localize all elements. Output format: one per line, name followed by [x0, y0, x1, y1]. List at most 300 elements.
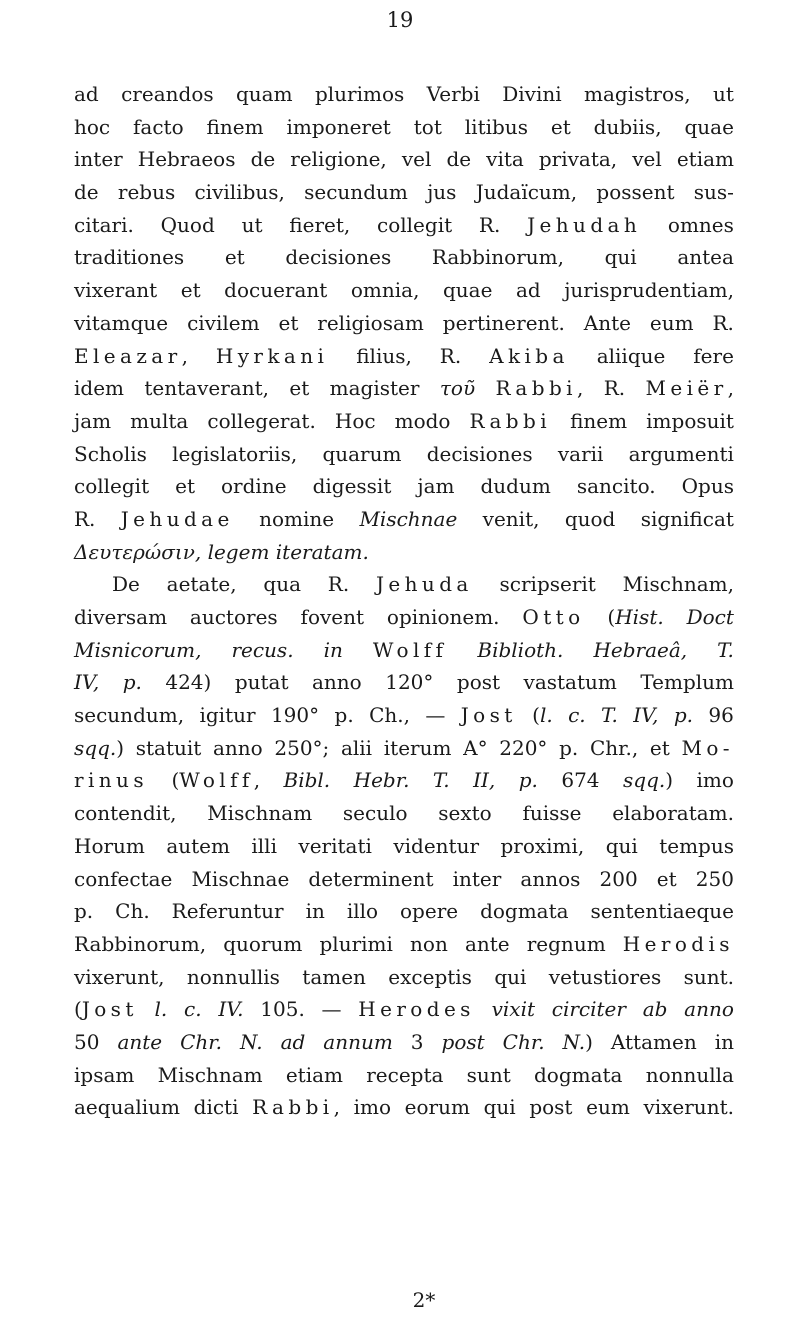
word	[354, 1091, 391, 1124]
text-run: Divini	[502, 82, 562, 106]
text-run: annum	[323, 1029, 393, 1054]
text-run: dubiis,	[593, 114, 662, 139]
text-line	[74, 274, 734, 307]
text-line	[74, 601, 734, 634]
word	[561, 764, 599, 797]
text-run: de	[446, 147, 472, 172]
word	[74, 307, 168, 340]
text-line	[74, 143, 734, 176]
word	[668, 209, 734, 242]
text-line	[74, 568, 734, 601]
text-run: c.	[568, 703, 586, 728]
word	[607, 601, 663, 634]
text-run: Herodis	[622, 931, 734, 956]
word	[74, 699, 184, 732]
text-run: 424)	[165, 670, 212, 695]
text-run: Jehudae	[120, 506, 234, 531]
text-run: elaboratam.	[612, 801, 734, 826]
word	[328, 568, 349, 601]
text-run: Jost	[460, 703, 517, 728]
word	[577, 470, 656, 503]
text-run: qua	[263, 572, 301, 597]
text-run: ante	[117, 1029, 163, 1054]
text-run: ad	[280, 1029, 306, 1054]
text-run: 105.	[260, 997, 305, 1022]
text-run: vita	[486, 147, 524, 172]
word	[180, 1026, 222, 1059]
text-run: sunt.	[683, 964, 734, 989]
text-run: Jehudah	[527, 212, 642, 237]
text-run: qui	[483, 1095, 516, 1120]
word	[335, 405, 376, 438]
text-run: religiosam	[317, 310, 424, 335]
text-run: Meiër	[645, 376, 728, 401]
word	[251, 830, 277, 863]
word	[684, 961, 734, 994]
text-line	[74, 372, 734, 405]
text-run: vel	[632, 147, 662, 172]
text-run: illo	[346, 899, 379, 924]
text-run: fieret,	[289, 212, 351, 237]
text-run: facto	[133, 114, 184, 139]
text-run: IV,	[633, 703, 659, 728]
text-run: quae	[684, 114, 734, 139]
text-run: ante	[464, 931, 510, 956]
text-run: T.	[432, 768, 450, 793]
word	[144, 372, 269, 405]
word	[133, 111, 184, 144]
text-run: R.	[439, 343, 462, 368]
word	[165, 666, 211, 699]
text-line	[74, 176, 734, 209]
text-run: fuisse	[522, 801, 582, 826]
word	[117, 1026, 162, 1059]
text-run: proximi,	[500, 833, 585, 858]
word	[225, 241, 245, 274]
word	[486, 143, 524, 176]
word	[175, 470, 195, 503]
text-run: anno	[212, 735, 263, 760]
text-run: quorum	[223, 931, 303, 956]
word	[433, 764, 450, 797]
text-run: p.	[673, 703, 693, 728]
word	[549, 961, 661, 994]
text-run: Rabbinorum,	[74, 931, 207, 956]
word	[74, 1091, 180, 1124]
word	[155, 993, 168, 1026]
text-run: —	[321, 997, 342, 1022]
word	[633, 699, 658, 732]
word	[358, 993, 475, 1026]
word	[286, 1059, 343, 1092]
word	[74, 470, 149, 503]
word	[480, 895, 569, 928]
text-run: nonnullis	[186, 964, 280, 989]
word	[74, 1026, 99, 1059]
text-run: digessit	[312, 474, 392, 499]
text-run: hoc	[74, 114, 111, 139]
text-run: —	[425, 703, 446, 728]
text-run: quod	[564, 506, 616, 531]
word	[74, 372, 124, 405]
word	[377, 209, 452, 242]
word	[427, 438, 533, 471]
signature-mark: 2*	[412, 1288, 436, 1312]
text-run: eum	[649, 310, 694, 335]
text-run: Hebr.	[353, 768, 410, 793]
word	[74, 961, 165, 994]
word	[74, 176, 99, 209]
word	[481, 470, 551, 503]
word	[484, 1091, 516, 1124]
word	[600, 863, 638, 896]
word	[351, 274, 420, 307]
text-run: idem	[74, 376, 124, 401]
word	[194, 1091, 239, 1124]
text-run: decisiones	[426, 441, 533, 466]
word	[224, 274, 327, 307]
text-run: scripserit	[499, 572, 596, 597]
text-run: vetustiores	[548, 964, 662, 989]
text-run: modo	[394, 408, 451, 433]
word	[611, 1026, 697, 1059]
text-run: IV.	[218, 997, 244, 1022]
text-run: (	[532, 703, 540, 728]
word	[527, 209, 641, 242]
text-run: Rabbi	[252, 1095, 334, 1120]
text-line	[74, 340, 734, 373]
text-run: N.	[240, 1029, 263, 1054]
word	[494, 961, 526, 994]
word	[646, 405, 734, 438]
text-run: inter	[452, 866, 502, 891]
text-run: )	[585, 1029, 593, 1054]
word	[263, 568, 301, 601]
text-run: possent	[596, 180, 675, 205]
word	[74, 895, 93, 928]
text-run: de	[250, 147, 276, 172]
word	[74, 405, 111, 438]
word	[570, 405, 627, 438]
word	[461, 699, 517, 732]
word	[694, 176, 734, 209]
word	[558, 438, 604, 471]
text-run: in	[323, 637, 343, 662]
text-run: Bibl.	[283, 768, 331, 793]
text-run: ut	[241, 212, 263, 237]
word	[290, 143, 387, 176]
word	[687, 601, 734, 634]
text-run: Δευτερώσιν,	[74, 539, 202, 564]
word	[138, 143, 236, 176]
word	[285, 241, 391, 274]
text-run: legislatoriis,	[172, 441, 298, 466]
text-run: N.	[562, 1029, 586, 1054]
text-run: collegit	[377, 212, 453, 237]
word	[684, 111, 733, 144]
text-line	[74, 470, 734, 503]
word	[568, 699, 586, 732]
word	[713, 78, 734, 111]
text-run: Referuntur	[171, 899, 284, 924]
word	[223, 928, 302, 961]
word	[596, 176, 674, 209]
text-line	[74, 666, 734, 699]
text-run: inter	[74, 147, 123, 172]
text-run: venit,	[482, 506, 540, 531]
word	[432, 241, 564, 274]
word	[306, 895, 325, 928]
text-run: veritati	[298, 833, 372, 858]
text-run: citari.	[74, 212, 134, 237]
text-run: vixerunt.	[643, 1095, 734, 1120]
word	[235, 666, 289, 699]
word	[187, 307, 260, 340]
text-run: sunt	[466, 1062, 511, 1087]
word	[604, 372, 625, 405]
text-run: aliique	[596, 343, 666, 368]
word	[682, 470, 734, 503]
text-run: finem	[570, 408, 628, 433]
text-run: putat	[234, 670, 289, 695]
text-run: et	[656, 866, 677, 891]
text-run: p.	[122, 670, 142, 695]
text-run: religione,	[290, 147, 387, 172]
text-run: et	[550, 114, 571, 139]
text-run: dogmata	[480, 899, 569, 924]
word	[74, 634, 201, 667]
text-run: p.	[559, 735, 579, 760]
text-run: (	[607, 605, 616, 629]
word	[414, 111, 442, 144]
text-run: exceptis	[388, 964, 472, 989]
text-run: Doct	[686, 605, 734, 629]
text-run: Chr.	[502, 1029, 545, 1054]
text-run: Verbi	[426, 82, 480, 106]
word	[623, 928, 734, 961]
text-run: ordine	[221, 474, 287, 499]
word	[405, 1091, 470, 1124]
text-run: omnia,	[350, 278, 420, 303]
word	[411, 1026, 424, 1059]
text-run: (	[74, 997, 82, 1022]
word	[502, 78, 561, 111]
text-run: collegerat.	[207, 408, 316, 433]
word	[539, 143, 617, 176]
text-run: nonnulla	[645, 1062, 734, 1087]
word	[532, 699, 553, 732]
word	[322, 438, 401, 471]
word	[330, 372, 420, 405]
text-run: 96	[708, 703, 734, 728]
text-line	[74, 1091, 734, 1124]
word	[674, 699, 693, 732]
word	[643, 993, 668, 1026]
word	[623, 764, 673, 797]
word	[74, 438, 147, 471]
text-run: et	[224, 245, 245, 270]
text-run: nomine	[259, 506, 335, 531]
text-run: tempus	[659, 833, 734, 858]
word	[74, 764, 148, 797]
text-line	[74, 764, 734, 797]
word	[74, 274, 157, 307]
word	[207, 405, 315, 438]
word	[612, 797, 734, 830]
word	[218, 993, 243, 1026]
text-run: sententiaeque	[590, 899, 734, 924]
text-run: Ch.,	[369, 703, 410, 728]
word	[483, 503, 540, 536]
text-run: qui	[605, 833, 638, 858]
word	[298, 830, 372, 863]
word	[356, 340, 412, 373]
text-run: Rabbinorum,	[431, 245, 564, 270]
word	[74, 601, 167, 634]
text-run: sus-	[693, 180, 734, 205]
word	[166, 830, 230, 863]
text-run: legem	[207, 539, 270, 564]
text-line	[74, 634, 734, 667]
word	[74, 830, 145, 863]
text-run: imponeret	[286, 114, 391, 139]
word	[440, 372, 475, 405]
text-run: statuit	[135, 735, 202, 760]
word	[74, 111, 110, 144]
word	[161, 209, 215, 242]
text-run: anno	[312, 670, 362, 695]
word	[121, 503, 234, 536]
word	[74, 732, 124, 765]
word	[516, 274, 541, 307]
text-run: de	[74, 180, 99, 205]
text-run: ad	[515, 278, 541, 303]
word	[476, 176, 577, 209]
text-line	[74, 405, 734, 438]
word	[302, 961, 366, 994]
word	[400, 895, 458, 928]
text-run: Attamen	[610, 1029, 697, 1054]
text-run: significat	[640, 506, 734, 531]
text-line	[74, 961, 734, 994]
text-run: traditiones	[74, 245, 185, 270]
text-run: in	[305, 899, 325, 924]
text-run: autem	[166, 833, 230, 858]
word	[492, 993, 535, 1026]
text-run: privata,	[538, 147, 618, 172]
text-run: vixit	[491, 997, 536, 1022]
text-run: regnum	[526, 931, 606, 956]
text-line	[74, 928, 734, 961]
word	[559, 732, 578, 765]
text-run: Ante	[583, 310, 631, 335]
text-run: τοῦ	[439, 376, 476, 401]
text-run: finem	[206, 114, 264, 139]
word	[284, 764, 331, 797]
word	[417, 470, 454, 503]
word	[650, 307, 694, 340]
word	[172, 895, 284, 928]
word	[527, 928, 606, 961]
word	[354, 764, 410, 797]
word	[473, 764, 495, 797]
text-run: Horum	[74, 833, 145, 858]
word	[696, 863, 734, 896]
text-run: ,	[253, 768, 261, 793]
text-run: Scholis	[74, 441, 147, 466]
word	[221, 470, 287, 503]
text-run: filius,	[356, 343, 412, 368]
text-run: (	[171, 768, 180, 793]
text-run: tentaverant,	[144, 376, 269, 401]
text-run: Ch.	[115, 899, 150, 924]
word	[677, 241, 734, 274]
text-run: et	[180, 278, 201, 303]
text-run: p.	[74, 899, 94, 924]
word	[659, 830, 734, 863]
word	[563, 1026, 593, 1059]
word	[470, 405, 551, 438]
text-run: ,	[727, 376, 734, 401]
text-run: De	[112, 572, 140, 597]
text-run: jam	[417, 474, 455, 499]
text-run: 220°	[499, 735, 548, 760]
text-run: Hebraeâ,	[593, 637, 688, 662]
word	[643, 1091, 734, 1124]
text-run: 190°	[270, 703, 320, 728]
text-line	[74, 536, 734, 569]
text-run: imposuit	[646, 408, 734, 433]
word	[606, 830, 638, 863]
word	[187, 961, 280, 994]
word	[312, 666, 362, 699]
word	[274, 732, 329, 765]
word	[322, 993, 342, 1026]
text-line	[74, 830, 734, 863]
word	[632, 143, 662, 176]
text-run: confectae	[74, 866, 173, 891]
word	[402, 143, 432, 176]
word	[74, 503, 95, 536]
text-run: opere	[400, 899, 459, 924]
word	[520, 863, 580, 896]
text-run: IV,	[74, 670, 100, 695]
word	[236, 78, 293, 111]
text-run: Akiba	[489, 343, 569, 368]
word	[467, 1059, 511, 1092]
text-run: Wolff	[372, 637, 448, 662]
word	[479, 209, 500, 242]
text-run: 250	[695, 866, 734, 891]
word	[500, 830, 584, 863]
text-run: 3	[410, 1029, 424, 1054]
word	[130, 405, 188, 438]
text-run: Hoc	[334, 408, 376, 433]
word	[427, 176, 456, 209]
text-run: docuerant	[224, 278, 328, 303]
text-run: vel	[401, 147, 432, 172]
word	[657, 863, 677, 896]
word	[181, 274, 201, 307]
word	[522, 797, 581, 830]
word	[586, 1091, 630, 1124]
text-run: varii	[557, 441, 604, 466]
text-run: 674	[561, 768, 600, 793]
text-run: seculo	[342, 801, 408, 826]
word	[323, 1026, 393, 1059]
text-line	[74, 863, 734, 896]
text-run: et	[278, 310, 299, 335]
